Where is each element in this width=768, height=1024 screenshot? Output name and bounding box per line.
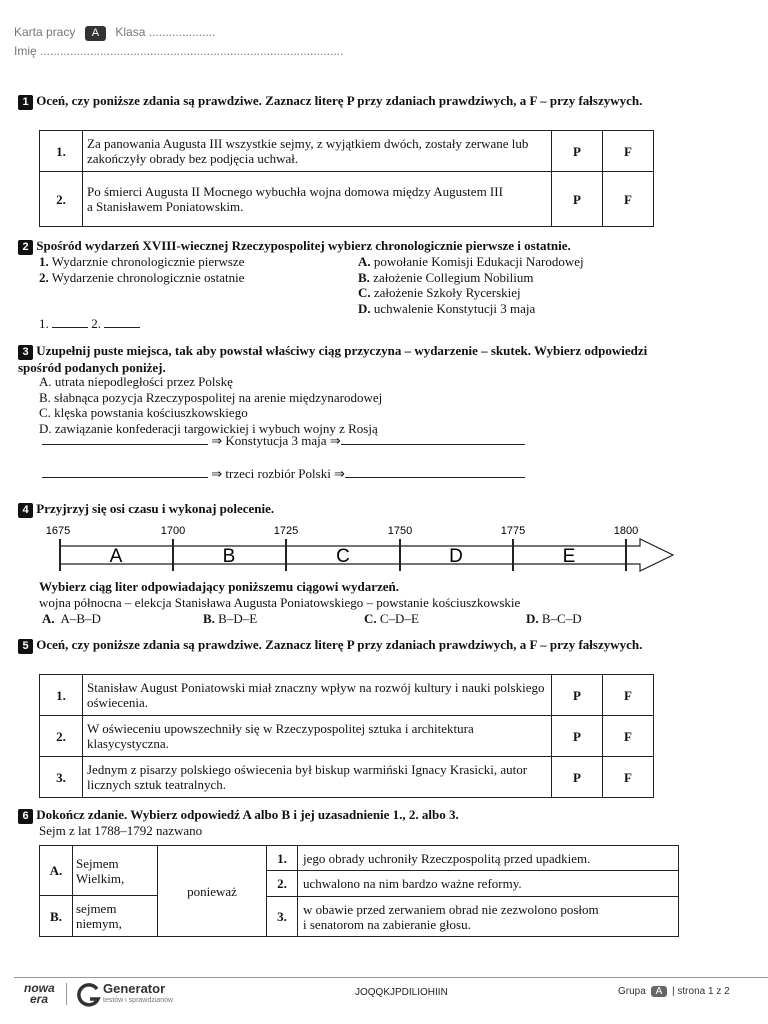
klasa-field: Klasa .................... — [115, 25, 216, 39]
answer-blank-2[interactable] — [104, 327, 140, 328]
false-option[interactable]: F — [603, 131, 654, 172]
list-item: C. założenie Szkoły Rycerskiej — [358, 285, 521, 300]
row-number: 2. — [40, 172, 83, 227]
q2-answer-row — [39, 316, 140, 332]
q3-chain-2 — [42, 466, 525, 482]
list-item: 1. Wydarznie chronologicznie pierwsze — [39, 254, 245, 269]
q4-title-text: Przyjrzyj się osi czasu i wykonaj polecenie. — [36, 501, 275, 516]
q3-chain-1 — [42, 433, 525, 449]
option-a-text[interactable]: Sejmem Wielkim, — [73, 846, 158, 896]
false-option[interactable]: F — [603, 757, 654, 798]
answer-label-1: 1. — [39, 316, 49, 331]
timeline-segment: E — [562, 546, 576, 567]
chain-blank[interactable] — [345, 477, 525, 478]
header-row — [14, 25, 215, 41]
table-row — [40, 131, 654, 172]
q2-title-text: Spośród wydarzeń XVIII-wiecznej Rzeczypospolitej wybierz chronologicznie pierwsze i ostatnie. — [36, 238, 571, 253]
q4-number: 4 — [18, 503, 33, 518]
q6-stem: Sejm z lat 1788–1792 nazwano — [39, 823, 203, 838]
q3-title-text: Uzupełnij puste miejsca, tak aby powstał właściwy ciąg przyczyna – wydarzenie – skutek. Wybierz odpowiedzi spośród podanych poniżej. — [18, 343, 648, 375]
q1-title-text: Oceń, czy poniższe zdania są prawdziwe. Zaznacz literę P przy zdaniach prawdziwych, a F – przy fałszywych. — [36, 93, 643, 108]
statement-text: Jednym z pisarzy polskiego oświecenia był biskup warmiński Ignacy Krasicki, autor licznych sztuk teatralnych. — [83, 757, 552, 798]
chain-blank[interactable] — [42, 444, 208, 445]
list-item: A. powołanie Komisji Edukacji Narodowej — [358, 254, 584, 269]
q2-left-list — [39, 254, 244, 285]
generator-brand: Generator testów i sprawdzianów — [103, 981, 174, 1004]
true-option[interactable]: P — [552, 172, 603, 227]
q6-number: 6 — [18, 809, 33, 824]
q3-title — [18, 343, 668, 376]
imie-field: Imię ........................................................................................... — [14, 44, 344, 58]
reason-3-text[interactable]: w obawie przed zerwaniem obrad nie zezwolono posłom i senatorom na zabieranie głosu. — [298, 897, 679, 937]
q6-title-text: Dokończ zdanie. Wybierz odpowiedź A albo B i jej uzasadnienie 1., 2. albo 3. — [36, 807, 459, 822]
true-option[interactable]: P — [552, 675, 603, 716]
chain-blank[interactable] — [341, 444, 525, 445]
list-item: 2. Wydarzenie chronologicznie ostatnie — [39, 269, 245, 285]
timeline-arrow — [60, 539, 673, 571]
timeline-segment: A — [109, 546, 123, 567]
timeline-year: 1675 — [45, 525, 71, 537]
group-badge: A — [651, 986, 668, 997]
q1-number: 1 — [18, 95, 33, 110]
timeline-year: 1775 — [500, 525, 526, 537]
false-option[interactable]: F — [603, 172, 654, 227]
row-number: 1. — [40, 675, 83, 716]
table-row — [40, 716, 654, 757]
q1-table — [39, 130, 654, 227]
q5-table — [39, 674, 654, 798]
statement-text: Stanisław August Poniatowski miał znaczny wpływ na rozwój kultury i nauki polskiego oświecenia. — [83, 675, 552, 716]
option-a-letter[interactable]: A. — [40, 846, 73, 896]
statement-line-a: Po śmierci Augusta II Mocnego wybuchła wojna domowa między Augustem III — [87, 184, 503, 199]
q5-number: 5 — [18, 639, 33, 654]
grade-badge: A — [85, 26, 106, 41]
option-b-text[interactable]: sejmem niemym, — [73, 896, 158, 937]
q5-title — [18, 637, 658, 654]
q2-right-list — [358, 254, 584, 316]
true-option[interactable]: P — [552, 757, 603, 798]
list-item: D. uchwalenie Konstytucji 3 maja — [358, 300, 536, 316]
true-option[interactable]: P — [552, 131, 603, 172]
q2-number: 2 — [18, 240, 33, 255]
nowa-era-logo: nowa era — [24, 981, 55, 1006]
list-item: B. słabnąca pozycja Rzeczypospolitej na arenie międzynarodowej — [39, 389, 383, 405]
q6-title — [18, 807, 658, 824]
list-item: A. utrata niepodległości przez Polskę — [39, 374, 233, 389]
q4-answer-a[interactable]: A. A–B–D — [42, 611, 101, 626]
q4-title — [18, 501, 668, 518]
statement-text — [83, 172, 552, 227]
reason-1-text[interactable]: jego obrady uchroniły Rzeczpospolitą przed upadkiem. — [298, 846, 679, 871]
chain-blank[interactable] — [42, 477, 208, 478]
table-row — [40, 172, 654, 227]
statement-text: Za panowania Augusta III wszystkie sejmy, z wyjątkiem dwóch, zostały zerwane lub zakończyły obrady bez podjęcia uchwał. — [83, 131, 552, 172]
row-number: 1. — [40, 131, 83, 172]
timeline-segment: C — [336, 546, 350, 567]
logo-divider — [66, 983, 67, 1005]
list-item: D. zawiązanie konfederacji targowickiej i wybuch wojny z Rosją — [39, 420, 378, 436]
q2-title — [18, 238, 698, 255]
table-row — [40, 846, 679, 871]
footer-divider — [14, 977, 768, 978]
reason-1-number[interactable]: 1. — [267, 846, 298, 871]
q4-answer-d[interactable]: D. B–C–D — [526, 611, 582, 626]
false-option[interactable]: F — [603, 716, 654, 757]
answer-blank-1[interactable] — [52, 327, 88, 328]
q6-table — [39, 845, 679, 937]
row-number: 2. — [40, 716, 83, 757]
timeline-segment: B — [222, 546, 236, 567]
reason-3-number[interactable]: 3. — [267, 897, 298, 937]
q1-title — [18, 93, 658, 110]
q4-answer-b[interactable]: B. B–D–E — [203, 611, 258, 626]
table-row — [40, 757, 654, 798]
chain-text: ⇒ trzeci rozbiór Polski ⇒ — [211, 466, 345, 481]
answer-label-2: 2. — [91, 316, 101, 331]
timeline-segment: D — [449, 546, 463, 567]
list-item: C. klęska powstania kościuszkowskiego — [39, 405, 248, 420]
reason-2-text[interactable]: uchwalono na nim bardzo ważne reformy. — [298, 871, 679, 897]
q4-instruction: Wybierz ciąg liter odpowiadający poniższemu ciągowi wydarzeń. — [39, 579, 399, 594]
generator-logo-icon — [76, 982, 102, 1008]
reason-2-number[interactable]: 2. — [267, 871, 298, 897]
table-row — [40, 675, 654, 716]
karta-label: Karta pracy — [14, 25, 76, 39]
q5-title-text: Oceń, czy poniższe zdania są prawdziwe. Zaznacz literę P przy zdaniach prawdziwych, a F – przy fałszywych. — [36, 637, 643, 652]
page-number: | strona 1 z 2 — [672, 986, 730, 997]
connector: ponieważ — [158, 846, 267, 937]
statement-line-b: a Stanisławem Poniatowskim. — [87, 199, 244, 214]
timeline-year: 1800 — [613, 525, 639, 537]
q3-number: 3 — [18, 345, 33, 360]
document-code: JOQQKJPDILIOHIIN — [355, 987, 448, 998]
true-option[interactable]: P — [552, 716, 603, 757]
list-item: B. założenie Collegium Nobilium — [358, 269, 534, 285]
row-number: 3. — [40, 757, 83, 798]
false-option[interactable]: F — [603, 675, 654, 716]
timeline-year: 1750 — [387, 525, 413, 537]
q4-sequence: wojna północna – elekcja Stanisława Augusta Poniatowskiego – powstanie kościuszkowskie — [39, 595, 521, 610]
timeline-year: 1700 — [160, 525, 186, 537]
statement-text: W oświeceniu upowszechniły się w Rzeczypospolitej sztuka i architektura klasycystyczna. — [83, 716, 552, 757]
page-info: Grupa A | strona 1 z 2 — [618, 986, 730, 997]
timeline-year: 1725 — [273, 525, 299, 537]
chain-text: ⇒ Konstytucja 3 maja ⇒ — [211, 433, 341, 448]
q4-answer-c[interactable]: C. C–D–E — [364, 611, 419, 626]
timeline — [30, 520, 690, 574]
option-b-letter[interactable]: B. — [40, 896, 73, 937]
q3-options — [39, 374, 382, 436]
